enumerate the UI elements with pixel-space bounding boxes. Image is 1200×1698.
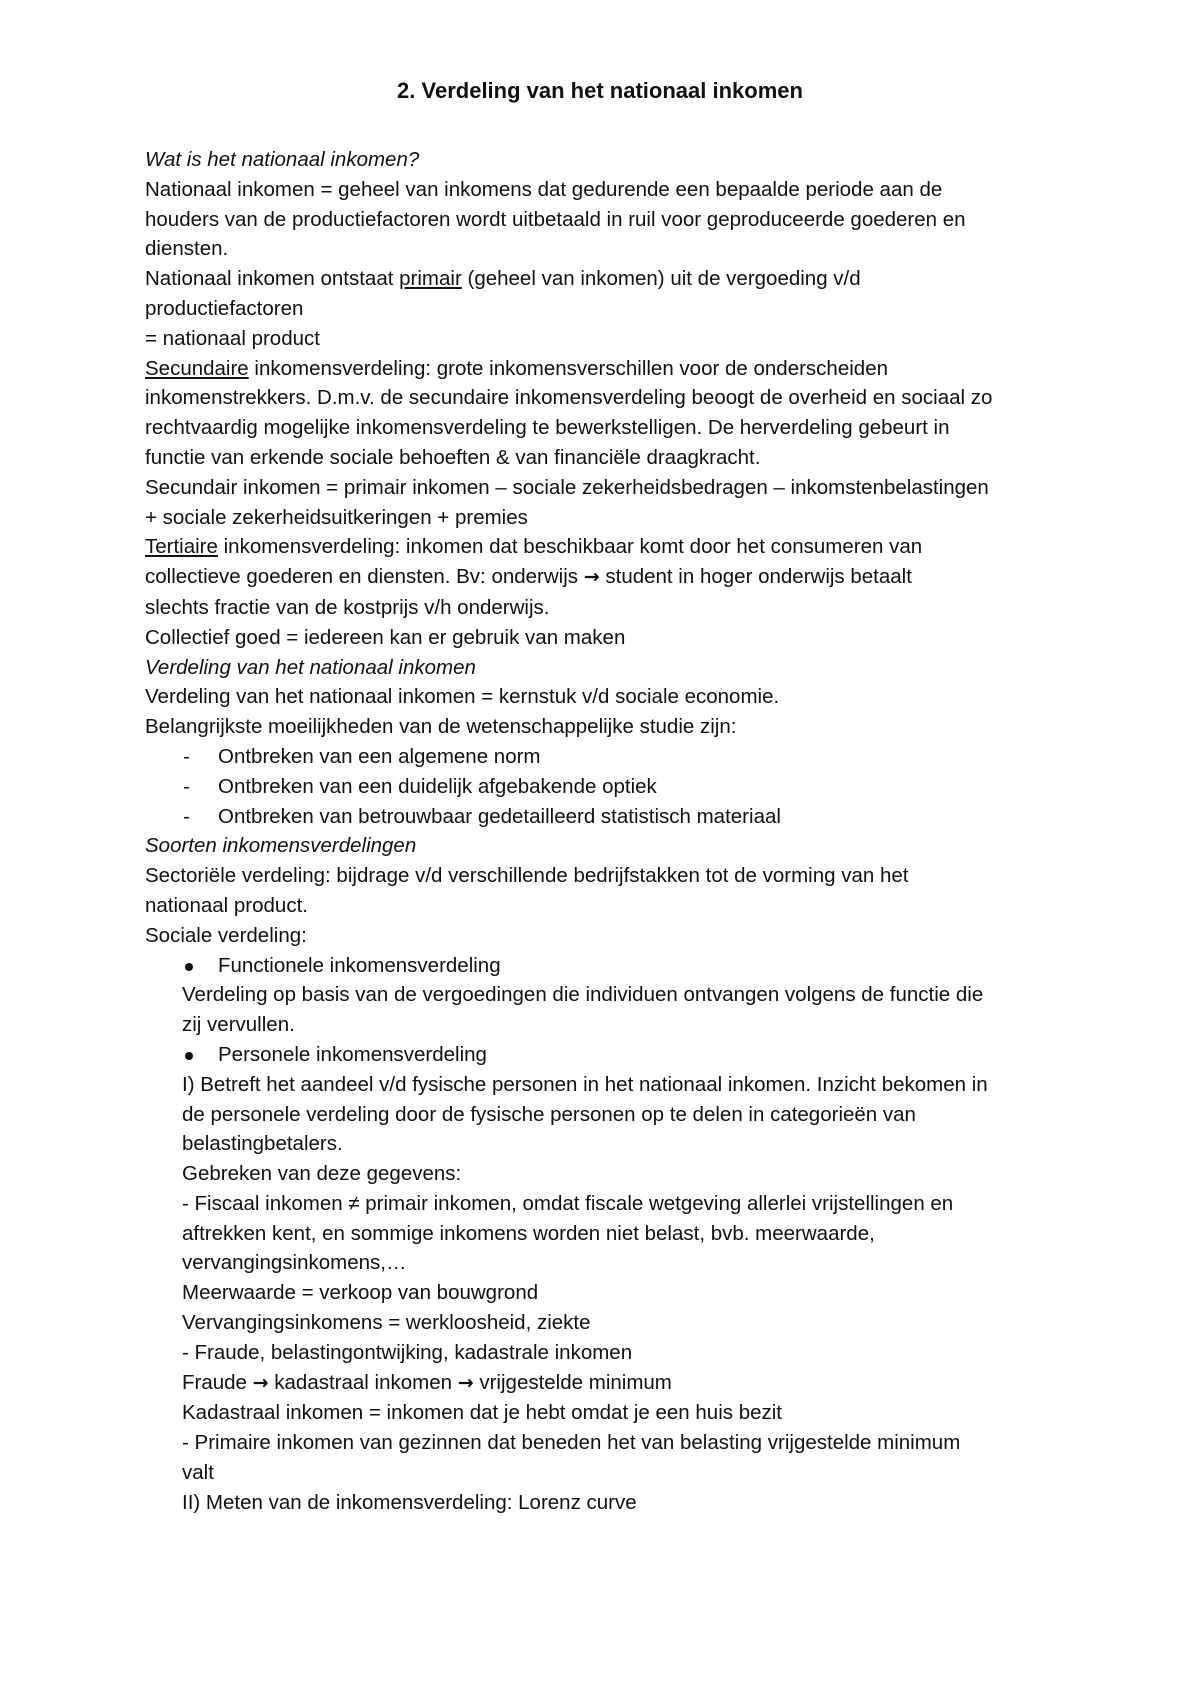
paragraph-line: = nationaal product: [145, 326, 320, 350]
indented-line: belastingbetalers.: [182, 1132, 343, 1156]
list-item-text: Ontbreken van een algemene norm: [218, 744, 541, 768]
paragraph-line: Belangrijkste moeilijkheden van de wetenschappelijke studie zijn:: [145, 715, 737, 739]
paragraph-line: nationaal product.: [145, 893, 308, 917]
text-run: Nationaal inkomen ontstaat: [145, 267, 400, 291]
indented-line: valt: [182, 1461, 214, 1485]
arrow-right-icon: →: [252, 1371, 269, 1394]
text-run: collectieve goederen en diensten. Bv: onderwijs: [145, 565, 584, 589]
bullet-dot-icon: [185, 1052, 193, 1060]
paragraph-line: Verdeling van het nationaal inkomen = kernstuk v/d sociale economie.: [145, 685, 780, 709]
paragraph-line: [145, 264, 1065, 294]
arrow-right-icon: →: [457, 1371, 474, 1394]
page-title: 2. Verdeling van het nationaal inkomen: [397, 78, 803, 103]
paragraph-line: + sociale zekerheidsuitkeringen + premies: [145, 505, 528, 529]
document-body: [145, 145, 1065, 1518]
paragraph-line: [145, 562, 1065, 593]
underlined-term-secundaire: Secundaire: [145, 356, 249, 380]
text-run: Fraude: [182, 1370, 253, 1394]
indented-line: zij vervullen.: [182, 1013, 295, 1037]
paragraph-line: slechts fractie van de kostprijs v/h onderwijs.: [145, 595, 550, 619]
indented-line: de personele verdeling door de fysische personen op te delen in categorieën van: [182, 1102, 916, 1126]
list-item: [145, 742, 1065, 772]
indented-line: II) Meten van de inkomensverdeling: Lorenz curve: [182, 1490, 637, 1514]
paragraph-line: [145, 532, 1065, 562]
list-item: [145, 1040, 1065, 1070]
paragraph-line: [145, 354, 1065, 384]
dash-bullet: -: [183, 744, 190, 768]
indented-line: I) Betreft het aandeel v/d fysische personen in het nationaal inkomen. Inzicht bekomen in: [182, 1072, 988, 1096]
list-item-text: Functionele inkomensverdeling: [218, 953, 501, 977]
list-item-text: Personele inkomensverdeling: [218, 1042, 487, 1066]
paragraph-line: productiefactoren: [145, 296, 304, 320]
paragraph-line: houders van de productiefactoren wordt uitbetaald in ruil voor geproduceerde goederen en: [145, 207, 966, 231]
indented-line: [145, 1368, 1065, 1399]
paragraph-line: Sociale verdeling:: [145, 923, 307, 947]
text-run: inkomensverdeling: inkomen dat beschikbaar komt door het consumeren van: [217, 535, 923, 559]
underlined-term-tertiaire: Tertiaire: [145, 535, 218, 559]
dash-bullet: -: [183, 774, 190, 798]
indented-line: Verdeling op basis van de vergoedingen die individuen ontvangen volgens de functie die: [182, 983, 984, 1007]
list-item: [145, 951, 1065, 981]
section-heading-verdeling: Verdeling van het nationaal inkomen: [145, 655, 476, 679]
indented-line: - Fraude, belastingontwijking, kadastrale inkomen: [182, 1340, 633, 1364]
text-run: (geheel van inkomen) uit de vergoeding v/d: [461, 267, 861, 291]
text-run: kadastraal inkomen: [268, 1370, 458, 1394]
text-run: vrijgestelde minimum: [473, 1370, 672, 1394]
paragraph-line: diensten.: [145, 237, 229, 261]
indented-line: Gebreken van deze gegevens:: [182, 1162, 462, 1186]
paragraph-line: Nationaal inkomen = geheel van inkomens dat gedurende een bepaalde periode aan de: [145, 177, 943, 201]
indented-line: Kadastraal inkomen = inkomen dat je hebt omdat je een huis bezit: [182, 1401, 782, 1425]
list-item-text: Ontbreken van betrouwbaar gedetailleerd statistisch materiaal: [218, 804, 781, 828]
list-item-text: Ontbreken van een duidelijk afgebakende optiek: [218, 774, 657, 798]
paragraph-line: inkomenstrekkers. D.m.v. de secundaire inkomensverdeling beoogt de overheid en sociaal zo: [145, 386, 993, 410]
list-item: [145, 772, 1065, 802]
paragraph-line: functie van erkende sociale behoeften & van financiële draagkracht.: [145, 445, 761, 469]
indented-line: - Primaire inkomen van gezinnen dat beneden het van belasting vrijgestelde minimum: [182, 1431, 961, 1455]
paragraph-line: Sectoriële verdeling: bijdrage v/d verschillende bedrijfstakken tot de vorming van het: [145, 864, 909, 888]
paragraph-line: rechtvaardig mogelijke inkomensverdeling te bewerkstelligen. De herverdeling gebeurt in: [145, 416, 950, 440]
arrow-right-icon: →: [583, 566, 600, 589]
dash-bullet: -: [183, 804, 190, 828]
paragraph-line: Secundair inkomen = primair inkomen – sociale zekerheidsbedragen – inkomstenbelastingen: [145, 475, 989, 499]
indented-line: - Fiscaal inkomen ≠ primair inkomen, omdat fiscale wetgeving allerlei vrijstellingen en: [182, 1191, 954, 1215]
indented-line: Meerwaarde = verkoop van bouwgrond: [182, 1281, 539, 1305]
paragraph-line: Collectief goed = iedereen kan er gebruik van maken: [145, 625, 626, 649]
bullet-dot-icon: [185, 963, 193, 971]
indented-line: Vervangingsinkomens = werkloosheid, ziekte: [182, 1311, 591, 1335]
underlined-term-primair: primair: [399, 267, 462, 291]
list-item: [145, 802, 1065, 832]
indented-line: aftrekken kent, en sommige inkomens worden niet belast, bvb. meerwaarde,: [182, 1221, 875, 1245]
indented-line: vervangingsinkomens,…: [182, 1251, 407, 1275]
text-run: inkomensverdeling: grote inkomensverschillen voor de onderscheiden: [248, 356, 888, 380]
text-run: student in hoger onderwijs betaalt: [599, 565, 912, 589]
section-heading-soorten: Soorten inkomensverdelingen: [145, 834, 417, 858]
section-heading-what-is: Wat is het nationaal inkomen?: [145, 148, 420, 171]
